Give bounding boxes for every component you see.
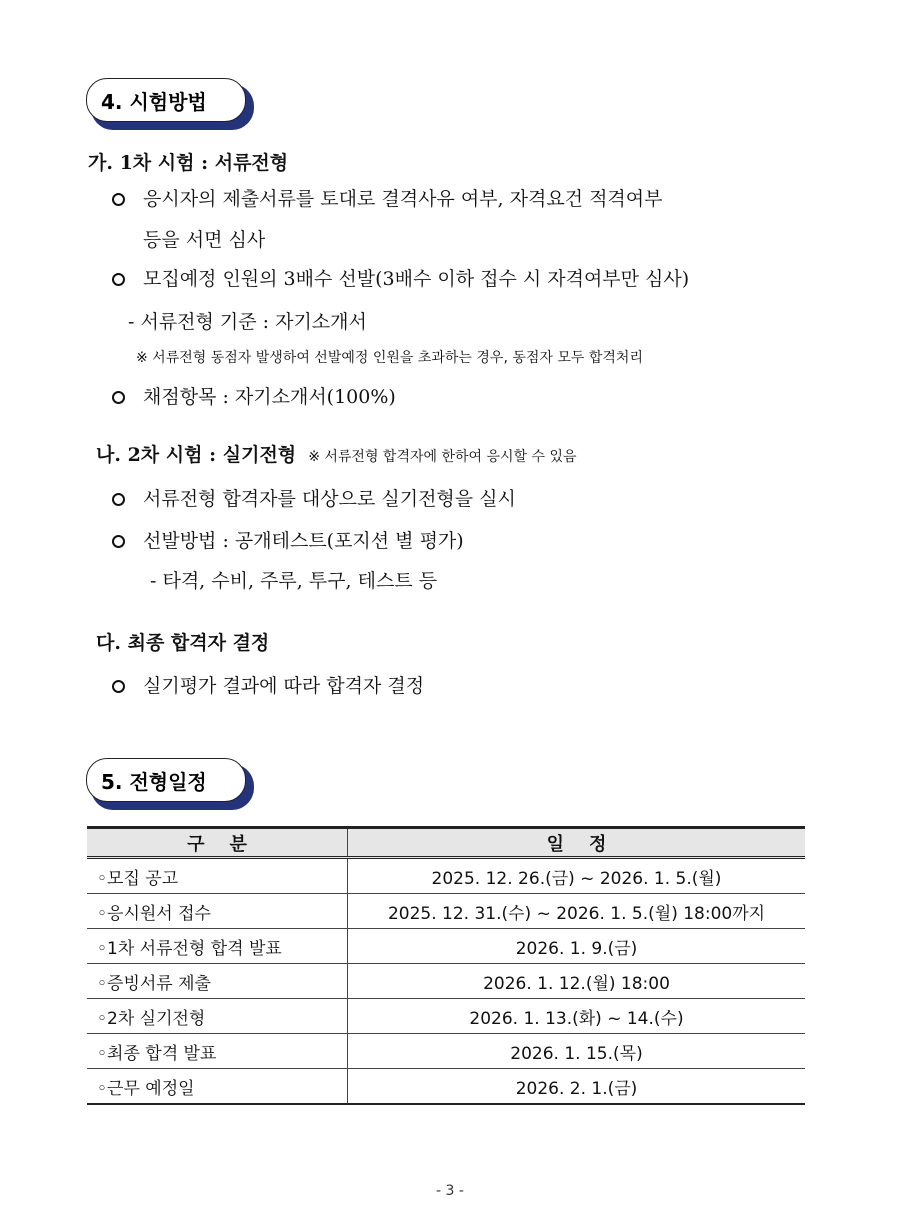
section-5-title: 5. 전형일정	[86, 758, 246, 802]
table-row	[87, 858, 805, 894]
table-row	[87, 929, 805, 964]
da-item1: 실기평가 결과에 따라 합격자 결정	[143, 675, 425, 697]
row-label: ◦1차 서류전형 합격 발표	[87, 929, 348, 964]
heading-ga: 가. 1차 시험 : 서류전형	[88, 152, 289, 174]
row-date: 2026. 1. 15.(목)	[348, 1034, 806, 1069]
heading-na	[96, 440, 577, 467]
row-label: ◦모집 공고	[87, 858, 348, 894]
section-5-badge	[86, 758, 254, 810]
table-row	[87, 964, 805, 999]
row-date: 2026. 1. 9.(금)	[348, 929, 806, 964]
bullet-icon	[112, 535, 125, 548]
table-row	[87, 999, 805, 1034]
ga-note: ※ 서류전형 동점자 발생하여 선발예정 인원을 초과하는 경우, 동점자 모두 합격처리	[136, 350, 643, 366]
header-category: 구 분	[87, 828, 348, 858]
row-date: 2025. 12. 31.(수) ~ 2026. 1. 5.(월) 18:00까지	[348, 894, 806, 929]
row-date: 2026. 2. 1.(금)	[348, 1069, 806, 1105]
na-item2: 선발방법 : 공개테스트(포지션 별 평가)	[143, 530, 464, 552]
row-label: ◦증빙서류 제출	[87, 964, 348, 999]
table-row	[87, 1034, 805, 1069]
row-date: 2026. 1. 13.(화) ~ 14.(수)	[348, 999, 806, 1034]
bullet-icon	[112, 680, 125, 693]
row-label: ◦2차 실기전형	[87, 999, 348, 1034]
page-number: - 3 -	[436, 1183, 464, 1199]
table-header-row	[87, 828, 805, 858]
bullet-icon	[112, 391, 125, 404]
bullet-icon	[112, 273, 125, 286]
heading-na-prefix: 나. 2차 시험 :	[96, 444, 223, 466]
section-4-badge	[86, 78, 254, 130]
row-date: 2026. 1. 12.(월) 18:00	[348, 964, 806, 999]
na-note: ※ 서류전형 합격자에 한하여 응시할 수 있음	[308, 449, 577, 465]
ga-item2: 모집예정 인원의 3배수 선발(3배수 이하 접수 시 자격여부만 심사)	[143, 268, 690, 290]
header-schedule: 일 정	[348, 828, 806, 858]
row-date: 2025. 12. 26.(금) ~ 2026. 1. 5.(월)	[348, 858, 806, 894]
row-label: ◦근무 예정일	[87, 1069, 348, 1105]
section-4-title: 4. 시험방법	[86, 78, 246, 122]
na-sub1: - 타격, 수비, 주루, 투구, 테스트 등	[150, 570, 438, 592]
table-row	[87, 1069, 805, 1105]
na-item1: 서류전형 합격자를 대상으로 실기전형을 실시	[143, 488, 516, 510]
ga-item1-line1: 응시자의 제출서류를 토대로 결격사유 여부, 자격요건 적격여부	[143, 188, 663, 210]
heading-na-bold: 실기전형	[222, 444, 297, 466]
bullet-icon	[112, 193, 125, 206]
table-row	[87, 894, 805, 929]
bullet-icon	[112, 493, 125, 506]
ga-item3: 채점항목 : 자기소개서(100%)	[143, 386, 396, 408]
ga-item1-line2: 등을 서면 심사	[143, 229, 266, 251]
schedule-table	[87, 826, 805, 1105]
heading-da: 다. 최종 합격자 결정	[96, 632, 270, 654]
row-label: ◦최종 합격 발표	[87, 1034, 348, 1069]
ga-sub1: - 서류전형 기준 : 자기소개서	[128, 311, 367, 333]
row-label: ◦응시원서 접수	[87, 894, 348, 929]
